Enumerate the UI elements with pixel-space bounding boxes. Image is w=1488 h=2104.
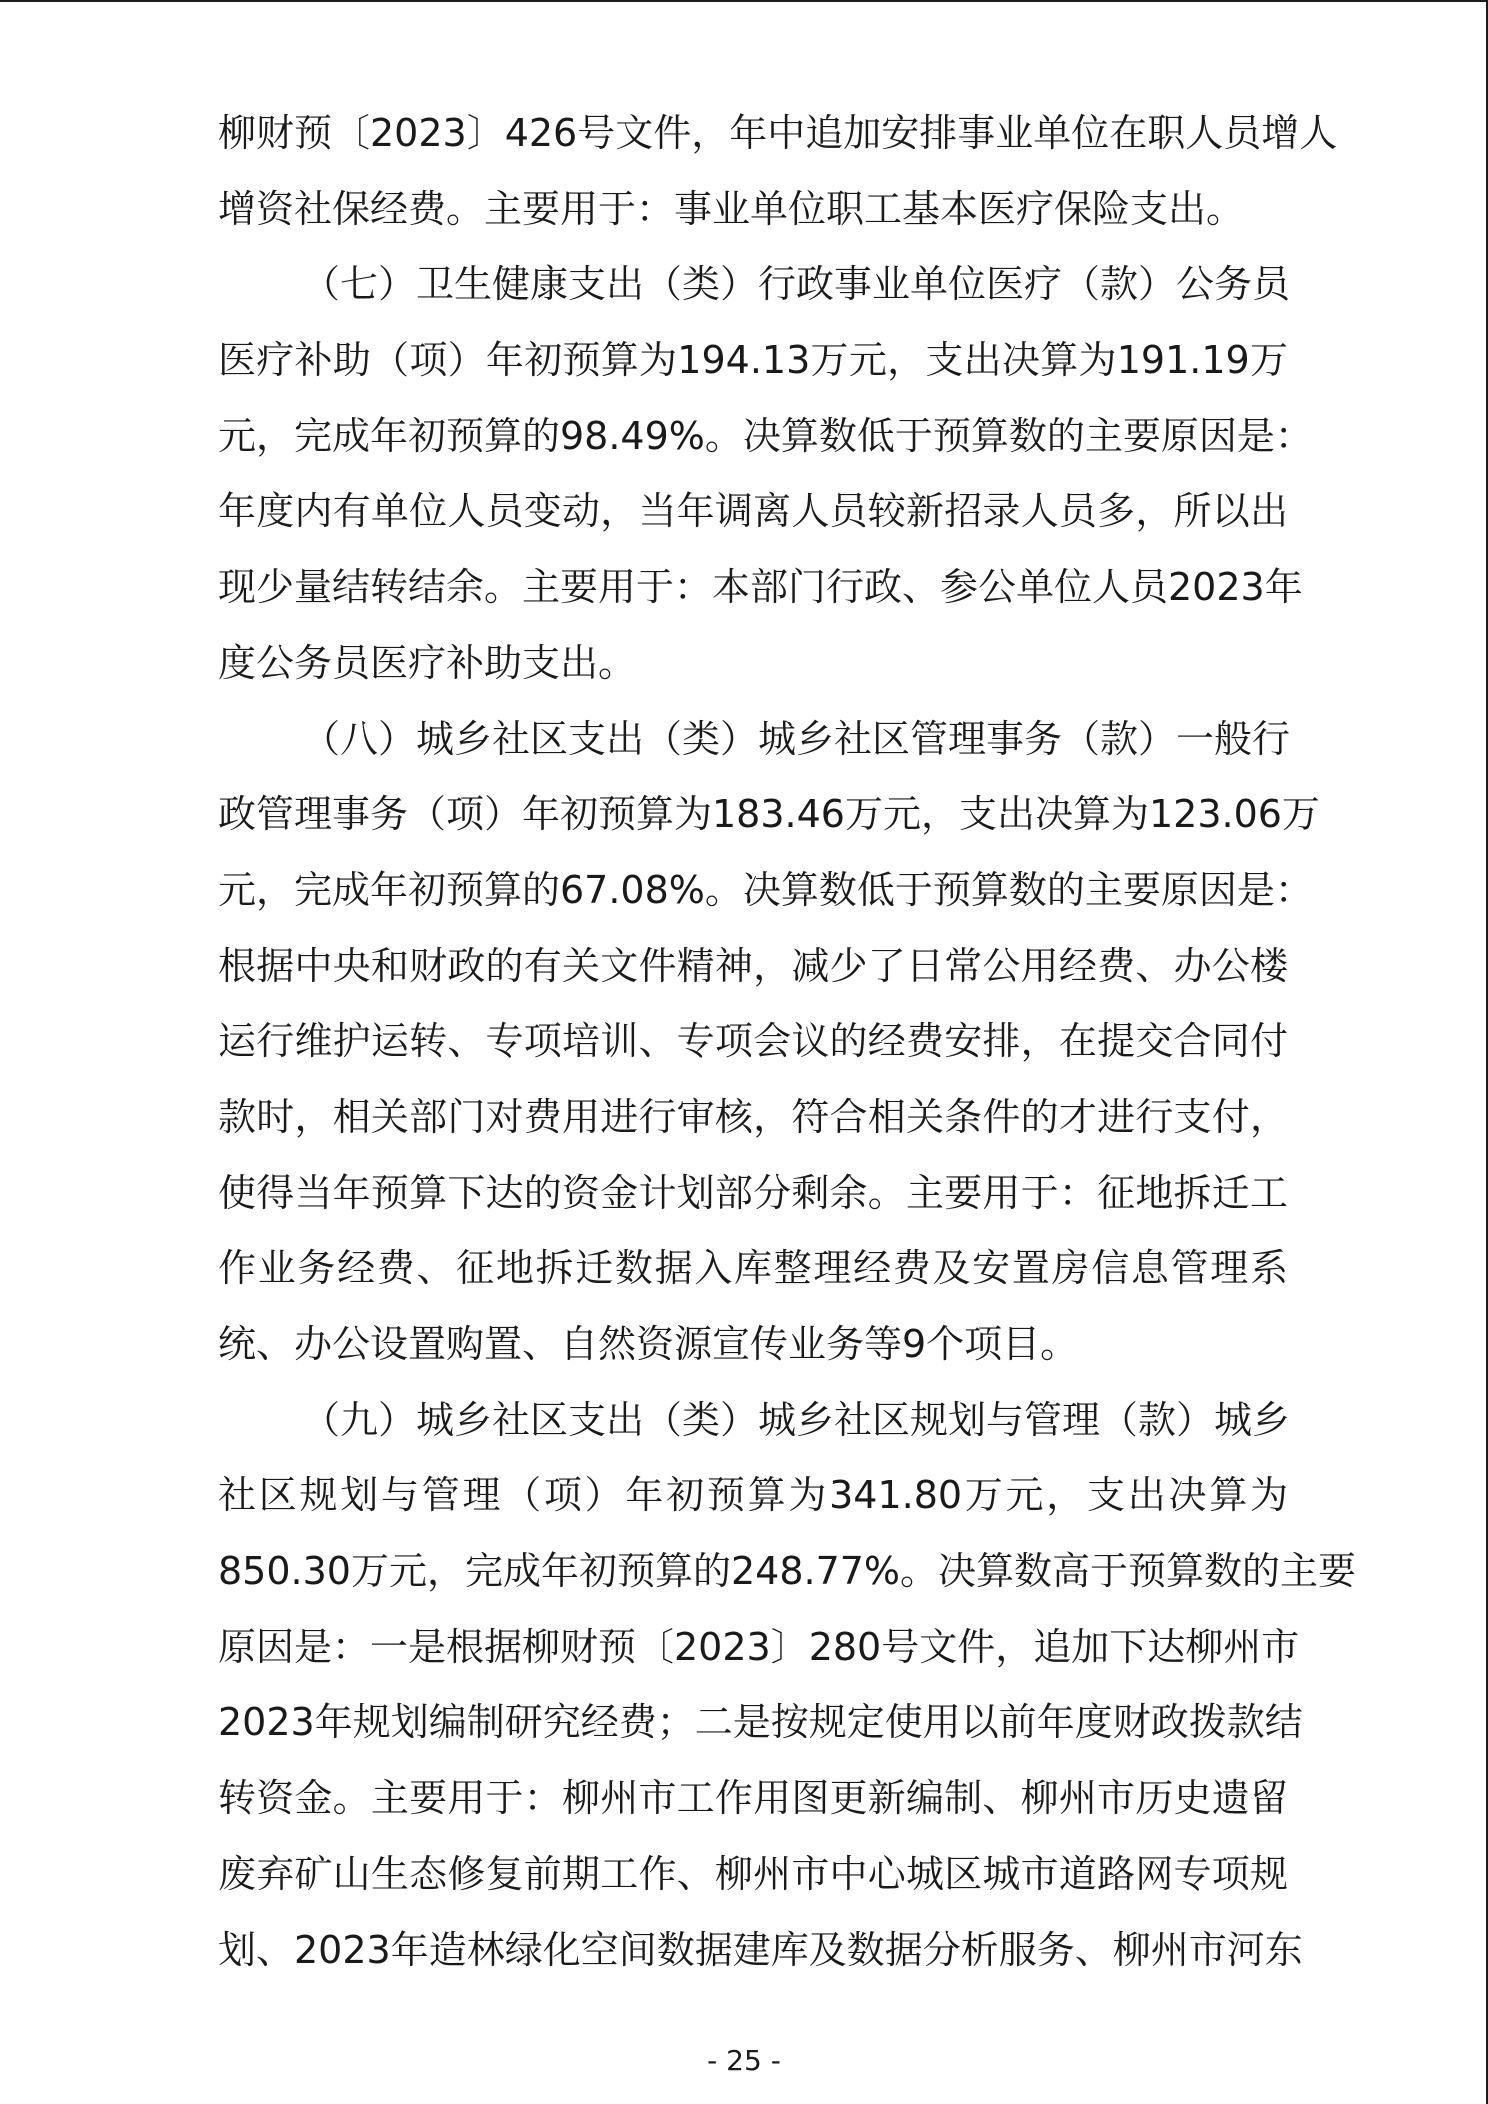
text-line: 元，完成年初预算的98.49%。决算数低于预算数的主要原因是： [218,413,1313,458]
text-line: 原因是：一是根据柳财预〔2023〕280号文件，追加下达柳州市 [218,1624,1300,1669]
text-line: 政管理事务（项）年初预算为183.46万元，支出决算为123.06万 [218,792,1320,837]
text-line: 柳财预〔2023〕426号文件，年中追加安排事业单位在职人员增人 [218,111,1338,155]
text-line: 年度内有单位人员变动，当年调离人员较新招录人员多，所以出 [218,489,1288,534]
text-line: 根据中央和财政的有关文件精神，减少了日常公用经费、办公楼 [218,943,1288,988]
text-line: 医疗补助（项）年初预算为194.13万元，支出决算为191.19万 [218,338,1288,383]
text-line: 2023年规划编制研究经费；二是按规定使用以前年度财政拨款结 [218,1700,1303,1745]
text-line: 作业务经费、征地拆迁数据入库整理经费及安置房信息管理系 [218,1246,1288,1291]
page-number: - 25 - [707,2044,781,2077]
text-line: 增资社保经费。主要用于：事业单位职工基本医疗保险支出。 [218,186,1245,231]
text-line: 款时，相关部门对费用进行审核，符合相关条件的才进行支付， [218,1094,1288,1139]
paragraph-continuation [218,96,1338,247]
text-line: 社区规划与管理（项）年初预算为341.80万元，支出决算为 [218,1473,1288,1518]
paragraph-section-8 [218,702,1320,1383]
text-line: （八）城乡社区支出（类）城乡社区管理事务（款）一般行 [302,716,1291,761]
text-line: 元，完成年初预算的67.08%。决算数低于预算数的主要原因是： [218,867,1313,912]
text-line: （七）卫生健康支出（类）行政事业单位医疗（款）公务员 [302,262,1291,307]
text-line: 度公务员医疗补助支出。 [218,640,637,685]
text-line: 运行维护运转、专项培训、专项会议的经费安排，在提交合同付 [218,1019,1288,1064]
text-line: 850.30万元，完成年初预算的248.77%。决算数高于预算数的主要 [218,1549,1357,1594]
text-line: 废弃矿山生态修复前期工作、柳州市中心城区城市道路网专项规 [218,1851,1288,1896]
text-line: 现少量结转结余。主要用于：本部门行政、参公单位人员2023年 [218,565,1303,610]
text-line: 转资金。主要用于：柳州市工作用图更新编制、柳州市历史遗留 [218,1776,1288,1821]
paragraph-section-7 [218,247,1313,701]
paragraph-section-9 [218,1383,1357,1989]
text-line: 统、办公设置购置、自然资源宣传业务等9个项目。 [218,1322,1079,1366]
text-line: 使得当年预算下达的资金计划部分剩余。主要用于：征地拆迁工 [218,1170,1288,1215]
text-line: 划、2023年造林绿化空间数据建库及数据分析服务、柳州市河东 [218,1927,1303,1972]
text-line: （九）城乡社区支出（类）城乡社区规划与管理（款）城乡 [302,1397,1291,1442]
document-body [218,96,1357,1988]
